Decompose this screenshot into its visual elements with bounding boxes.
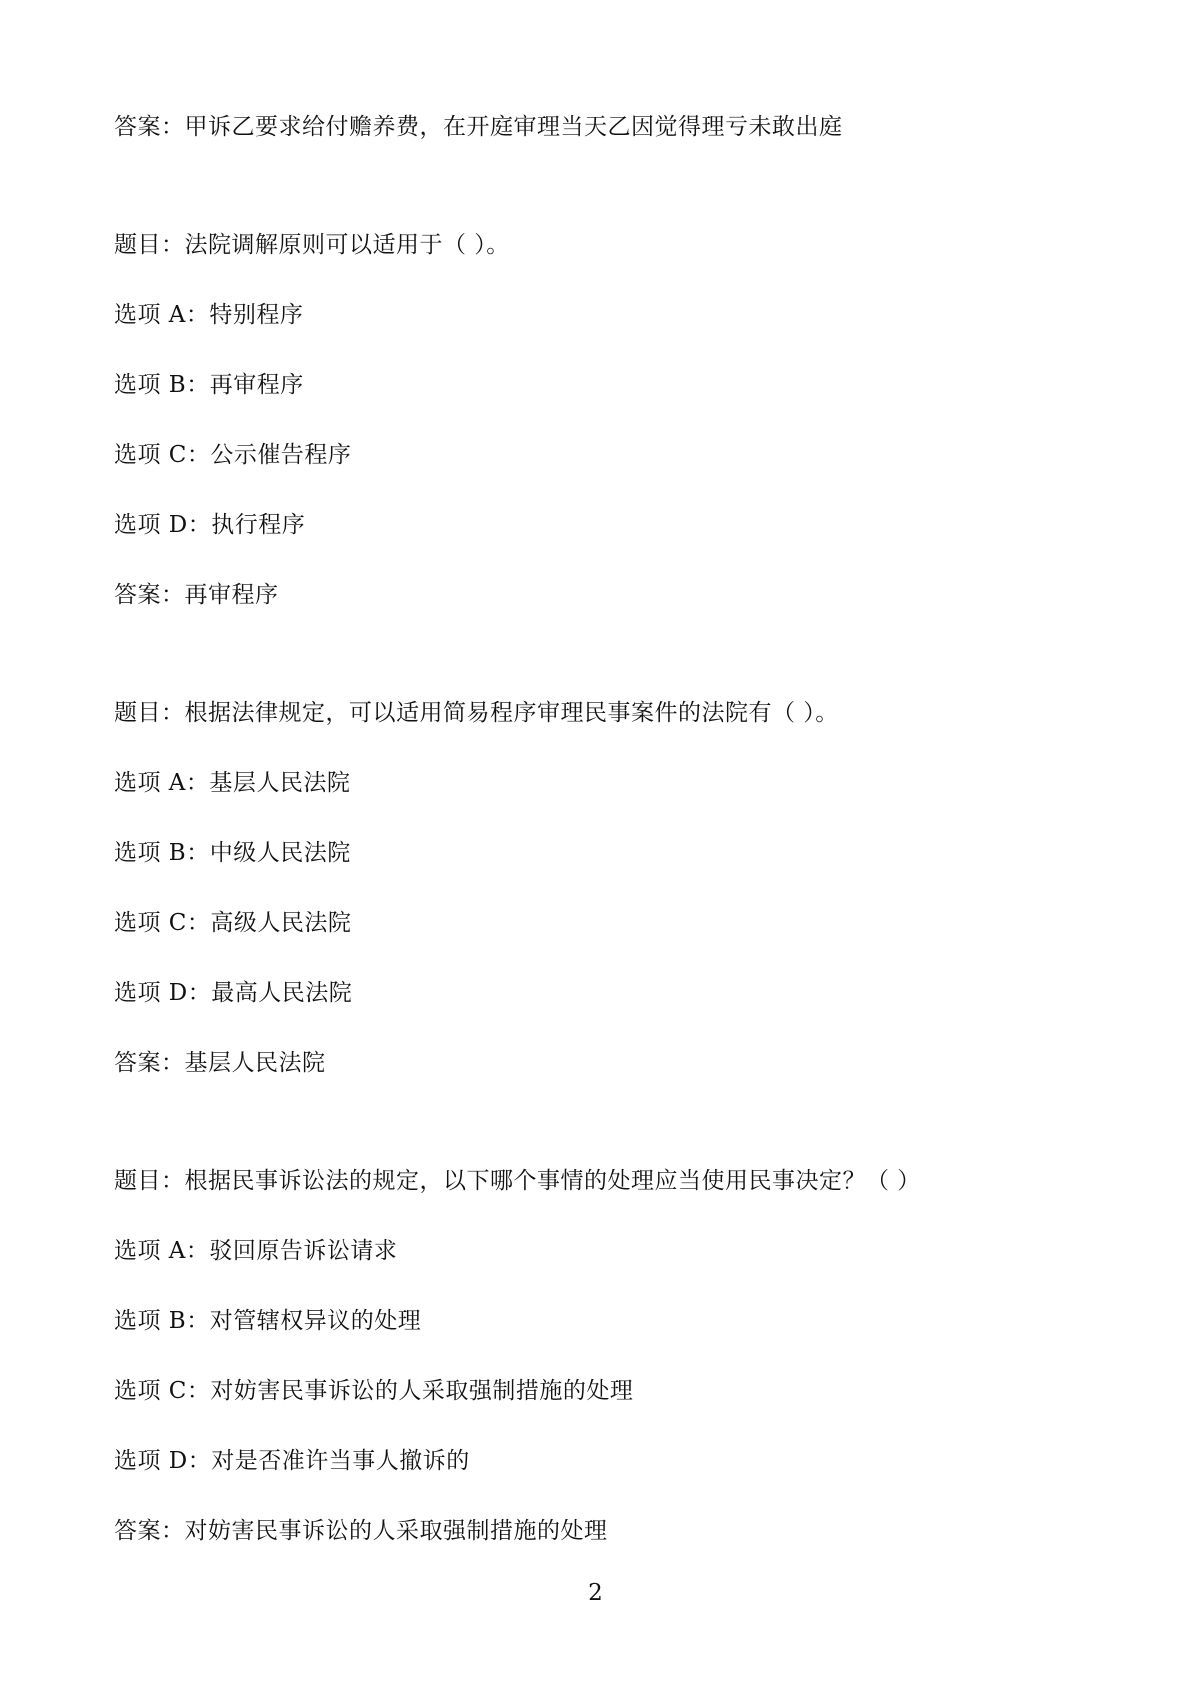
question-3-option-b: 选项 B：对管辖权异议的处理 <box>114 1308 422 1334</box>
question-3-text: 题目：根据民事诉讼法的规定，以下哪个事情的处理应当使用民事决定？（ ） <box>114 1168 921 1194</box>
question-2-answer: 答案：基层人民法院 <box>114 1050 326 1076</box>
page-number: 2 <box>588 1580 603 1606</box>
question-3-option-d: 选项 D：对是否准许当事人撤诉的 <box>114 1448 470 1474</box>
question-3-answer: 答案：对妨害民事诉讼的人采取强制措施的处理 <box>114 1518 608 1544</box>
question-2-option-b: 选项 B：中级人民法院 <box>114 840 351 866</box>
question-2-option-d: 选项 D：最高人民法院 <box>114 980 353 1006</box>
question-1-option-c: 选项 C：公示催告程序 <box>114 442 352 468</box>
question-1-answer: 答案：再审程序 <box>114 582 279 608</box>
question-2-text: 题目：根据法律规定，可以适用简易程序审理民事案件的法院有（ ）。 <box>114 700 839 726</box>
question-2-option-c: 选项 C：高级人民法院 <box>114 910 352 936</box>
question-1-option-a: 选项 A：特别程序 <box>114 302 304 328</box>
question-3-option-a: 选项 A：驳回原告诉讼请求 <box>114 1238 398 1264</box>
question-1-option-b: 选项 B：再审程序 <box>114 372 304 398</box>
question-1-option-d: 选项 D：执行程序 <box>114 512 306 538</box>
previous-answer: 答案：甲诉乙要求给付赡养费，在开庭审理当天乙因觉得理亏未敢出庭 <box>114 114 843 140</box>
question-3-option-c: 选项 C：对妨害民事诉讼的人采取强制措施的处理 <box>114 1378 634 1404</box>
question-2-option-a: 选项 A：基层人民法院 <box>114 770 351 796</box>
question-1-text: 题目：法院调解原则可以适用于（ ）。 <box>114 232 510 258</box>
